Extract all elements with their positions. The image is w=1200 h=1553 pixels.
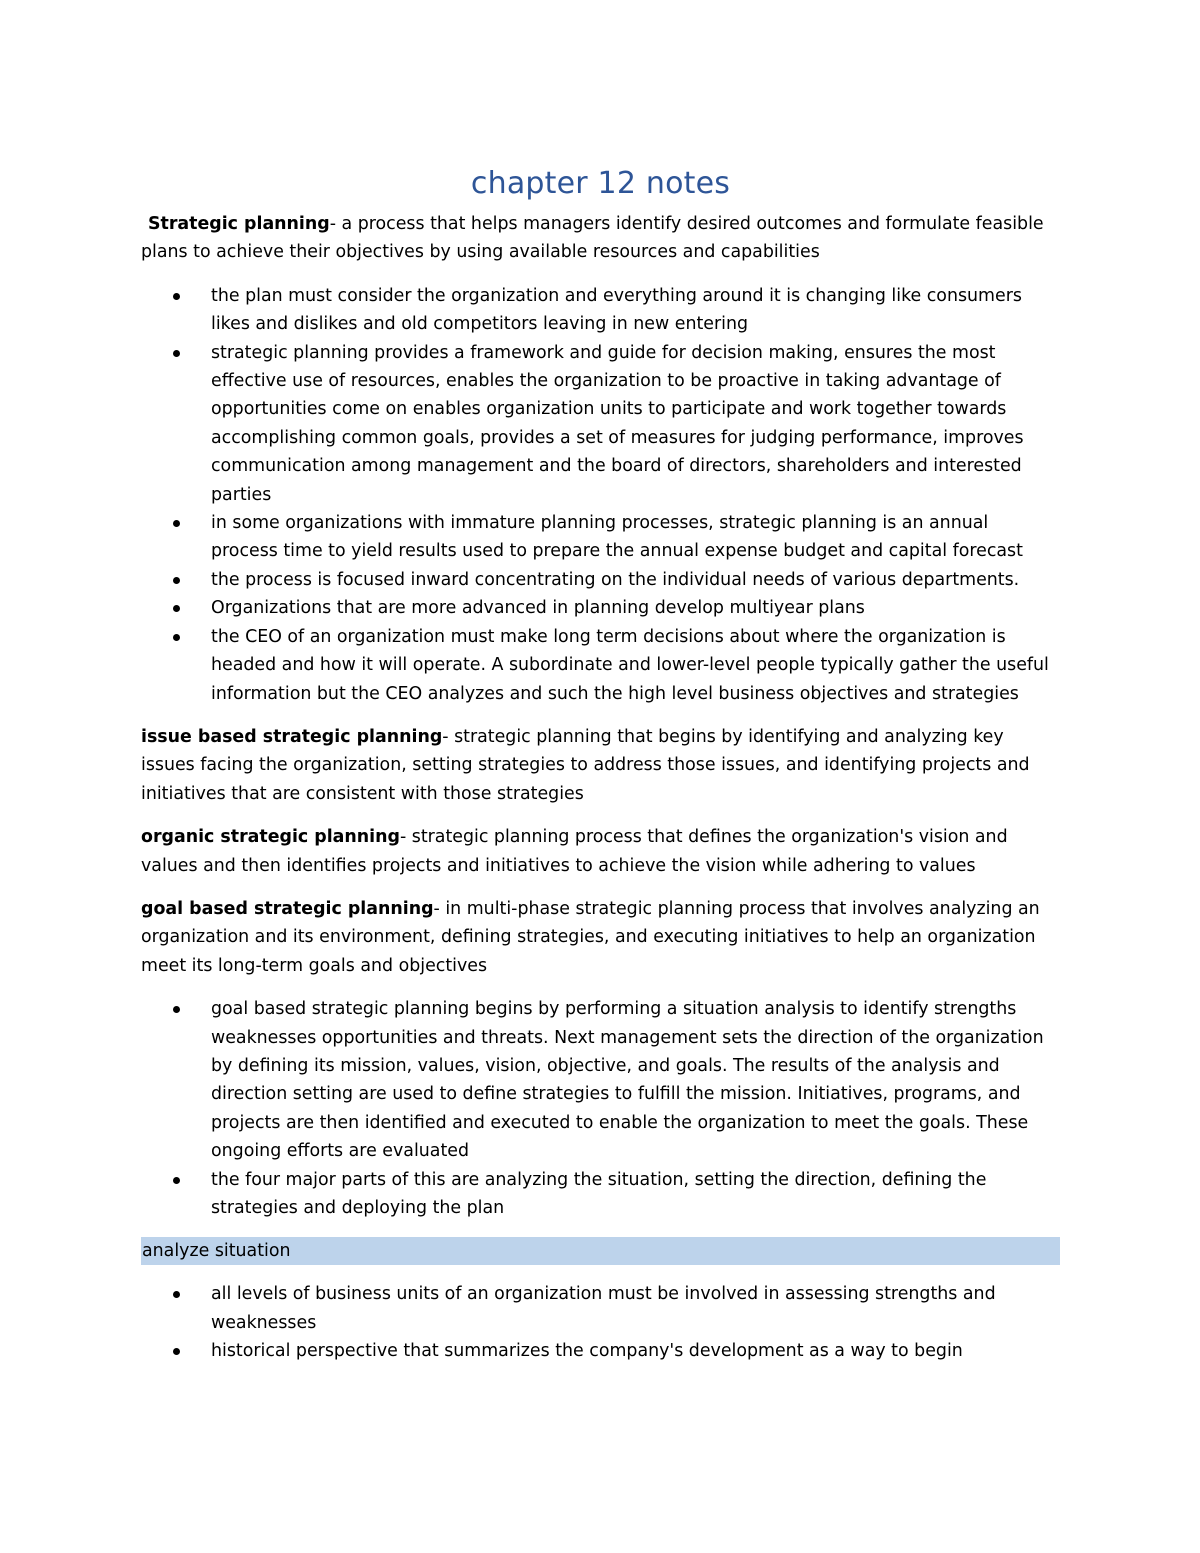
issue-based-paragraph (141, 723, 1060, 808)
list-item (211, 594, 1060, 622)
list-item (211, 509, 1060, 566)
list-item-text: the CEO of an organization must make long term decisions about where the organization is headed and how it will operate. A subordinate and lower-level people typically gather the useful information but the CEO analyzes and such the high level business objectives and strategies (211, 626, 1049, 704)
goal-based-paragraph (141, 895, 1060, 980)
intro-term: Strategic planning (148, 214, 330, 234)
bullet-icon (173, 1291, 180, 1298)
list-item-text: all levels of business units of an organization must be involved in assessing strengths and weaknesses (211, 1284, 996, 1333)
bullet-icon (173, 293, 180, 300)
organic-term: organic strategic planning (141, 827, 400, 848)
bullet-icon (173, 634, 180, 641)
bullet-icon (173, 1177, 180, 1184)
list-item (211, 1280, 1060, 1337)
bullet-icon (173, 350, 180, 357)
organic-text: - strategic planning process that defines the organization's vision and values and then identifies projects and initiatives to achieve the vision while adhering to values (141, 827, 1008, 876)
list-item-text: the process is focused inward concentrating on the individual needs of various departments. (211, 569, 1020, 590)
bullet-icon (173, 1348, 180, 1355)
list-item (211, 339, 1060, 509)
list-item-text: strategic planning provides a framework and guide for decision making, ensures the most effective use of resources, enables the organization to be proactive in taking advantage of opportunities come on enables organization units to participate and work together towards accomplishing common goals, provides a set of measures for judging performance, improves communication among management and the board of directors, shareholders and interested parties (211, 342, 1024, 505)
intro-text: - a process that helps managers identify desired outcomes and formulate feasible plans to achieve their objectives by using available resources and capabilities (141, 214, 1044, 263)
issue-based-term: issue based strategic planning (141, 726, 443, 747)
intro-paragraph (141, 210, 1060, 267)
list-item (211, 1166, 1060, 1223)
list-item-text: the four major parts of this are analyzing the situation, setting the direction, defining the strategies and deploying the plan (211, 1169, 987, 1218)
list-item-text: in some organizations with immature planning processes, strategic planning is an annual process time to yield results used to prepare the annual expense budget and capital forecast (211, 513, 1023, 562)
list-item (211, 566, 1060, 594)
organic-paragraph (141, 823, 1060, 880)
list-item (211, 995, 1060, 1165)
bullet-list-3 (141, 1280, 1060, 1365)
goal-based-text: - in multi-phase strategic planning process that involves analyzing an organization and its environment, defining strategies, and executing initiatives to help an organization meet its long-term goals and objectives (141, 898, 1040, 976)
list-item-text: historical perspective that summarizes the company's development as a way to begin (211, 1341, 963, 1362)
list-item-text: Organizations that are more advanced in planning develop multiyear plans (211, 598, 865, 619)
list-item (211, 282, 1060, 339)
bullet-list-2 (141, 995, 1060, 1222)
issue-based-text: - strategic planning that begins by identifying and analyzing key issues facing the organization, setting strategies to address those issues, and identifying projects and initiatives that are consistent with those strategies (141, 726, 1030, 804)
goal-based-term: goal based strategic planning (141, 898, 434, 919)
bullet-icon (173, 577, 180, 584)
page-title: chapter 12 notes (470, 166, 731, 201)
list-item (211, 623, 1060, 708)
section-heading: analyze situation (141, 1237, 1060, 1265)
bullet-icon (173, 605, 180, 612)
list-item-text: goal based strategic planning begins by performing a situation analysis to identify strengths weaknesses opportunities and threats. Next management sets the direction of the organization by defining its mission, values, vision, objective, and goals. The results of the analysis and direction setting are used to define strategies to fulfill the mission. Initiatives, programs, and projects are then identified and executed to enable the organization to meet the goals. These ongoing efforts are evaluated (211, 999, 1044, 1162)
bullet-icon (173, 1006, 180, 1013)
bullet-list-1 (141, 282, 1060, 708)
list-item (211, 1337, 1060, 1365)
list-item-text: the plan must consider the organization and everything around it is changing like consumers likes and dislikes and old competitors leaving in new entering (211, 285, 1022, 335)
bullet-icon (173, 520, 180, 527)
